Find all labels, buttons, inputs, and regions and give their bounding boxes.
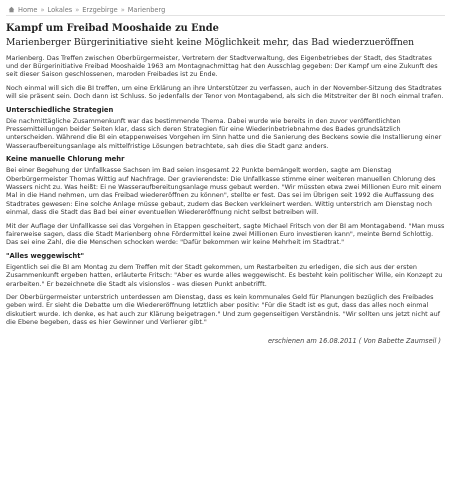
breadcrumb-separator: »: [75, 5, 80, 14]
breadcrumb-lokales-link[interactable]: Lokales: [47, 5, 73, 14]
breadcrumb-erzgebirge-link[interactable]: Erzgebirge: [82, 5, 118, 14]
article-paragraph: Der Oberbürgermeister unterstrich unterdessen am Dienstag, dass es kein kommunales Geld für Planungen bezüglich des Freibades geben wird. Er sieht die Debatte um die Wiedereröffnung letztlich aber positiv: "Für die Stadt ist es gut, dass das alles noch einmal diskutiert wurde. Ich denke, es hat auch zur Klärung beigetragen." Und zum gegenseitigen Verständnis. "Wir sollten uns jetzt nicht auf die Ebene begeben, dass es hier Gewinner und Verlierer gibt.": [6, 293, 441, 327]
article-subtitle: Marienberger Bürgerinitiative sieht keine Möglichkeit mehr, das Bad wiederzueröffnen: [6, 37, 415, 48]
article-paragraph: Eigentlich sei die BI am Montag zu dem Treffen mit der Stadt gekommen, um Restarbeiten zu erledigen, die sich aus der ersten Zusammenkunft ergeben hatten, erläuterte Fritsch: "Aber es wurde alles weggewischt. Es besteht kein politischer Wille, ein Konzept zu erarbeiten." Er bezeichnete die Stadt als visionslos - was diesen Punkt anbetrifft.: [6, 262, 443, 288]
article-paragraph: Mit der Auflage der Unfallkasse sei das Vorgehen in Etappen gescheitert, sagte Michael Fritsch von der BI am Montagabend. "Man muss fairerweise sagen, dass die Stadt Marienberg ohne Fördermittel keine zwei Millionen Euro investieren kann", meinte Bernd Schlottig. Das sei eine Zahl, die die Menschen schocken werde: "Dafür bekommen wir keine Mehrheit im Stadtrat.": [6, 221, 445, 247]
breadcrumb-separator: »: [40, 5, 45, 14]
section-heading: Unterschiedliche Strategien: [6, 105, 114, 114]
section-heading: "Alles weggewischt": [6, 251, 85, 260]
article-paragraph: Bei einer Begehung der Unfallkasse Sachsen im Bad seien insgesamt 22 Punkte bemängelt worden, sagte am Dienstag Oberbürgermeister Thomas Wittig auf Nachfrage. Der gravierendste: Die Unfallkasse stimme einer weiteren manuellen Chlorung des Wassers nicht zu. Was heißt: Ei ne Wasseraufbereitungsanlage muss gebaut werden. "Wir müssten etwa zwei Millionen Euro mit einem Mal in die Hand nehmen, um das Freibad wiedereröffnen zu können", stellte er fest. Das sei im Übrigen seit 1992 die Auffassung des Stadtrates gewesen: Eine solche Anlage müsse gebaut, zudem das Becken verkleinert werden. Wittig unterstrich am Dienstag noch einmal, dass die Stadt das Bad bei einer eventuellen Wiedereröffnung nicht selbst betreiben will.: [6, 166, 442, 217]
breadcrumb-separator: »: [120, 5, 125, 14]
breadcrumb-marienberg-link[interactable]: Marienberg: [127, 5, 166, 14]
article-title: Kampf um Freibad Mooshaide zu Ende: [6, 23, 219, 34]
article-byline: erschienen am 16.08.2011 ( Von Babette Zaumseil ): [267, 336, 441, 345]
article-paragraph: Die nachmittägliche Zusammenkunft war das bestimmende Thema. Dabei wurde wie bereits in den zuvor veröffentlichten Pressemitteilungen beider Seiten klar, dass sich deren Strategien für eine Wiederinbetriebnahme des Bades grundsätzlich unterscheiden. Während die BI ein etappenweises Vorgehen im Sinn hatte und die Sanierung des Beckens sowie die Installierung einer Wasseraufbereitungsanlage als mittelfristige Lösungen betrachtete, sah dies die Stadt ganz anders.: [6, 116, 442, 150]
article-paragraph: Marienberg. Das Treffen zwischen Oberbürgermeister, Vertretern der Stadtverwaltung, des Eigenbetriebes der Stadt, des Stadtrates und der Bürgerinitiative Freibad Mooshaide 1963 am Montagnachmittag hat den Ausschlag gegeben: Der Kampf um eine Zukunft des seit dieser Saison geschlossenen, maroden Freibades ist zu Ende.: [6, 53, 438, 79]
breadcrumb-home-link[interactable]: Home: [18, 5, 38, 14]
breadcrumb: [6, 4, 445, 16]
home-icon[interactable]: [8, 6, 15, 13]
article-paragraph: Noch einmal will sich die BI treffen, um eine Erklärung an ihre Unterstützer zu verfassen, auch in der November-Sitzung des Stadtrates will sie präsent sein. Doch dann ist Schluss. So jedenfalls der Tenor von Montagabend, als sich die Mitstreiter der BI noch einmal trafen.: [6, 83, 444, 101]
section-heading: Keine manuelle Chlorung mehr: [6, 155, 125, 164]
